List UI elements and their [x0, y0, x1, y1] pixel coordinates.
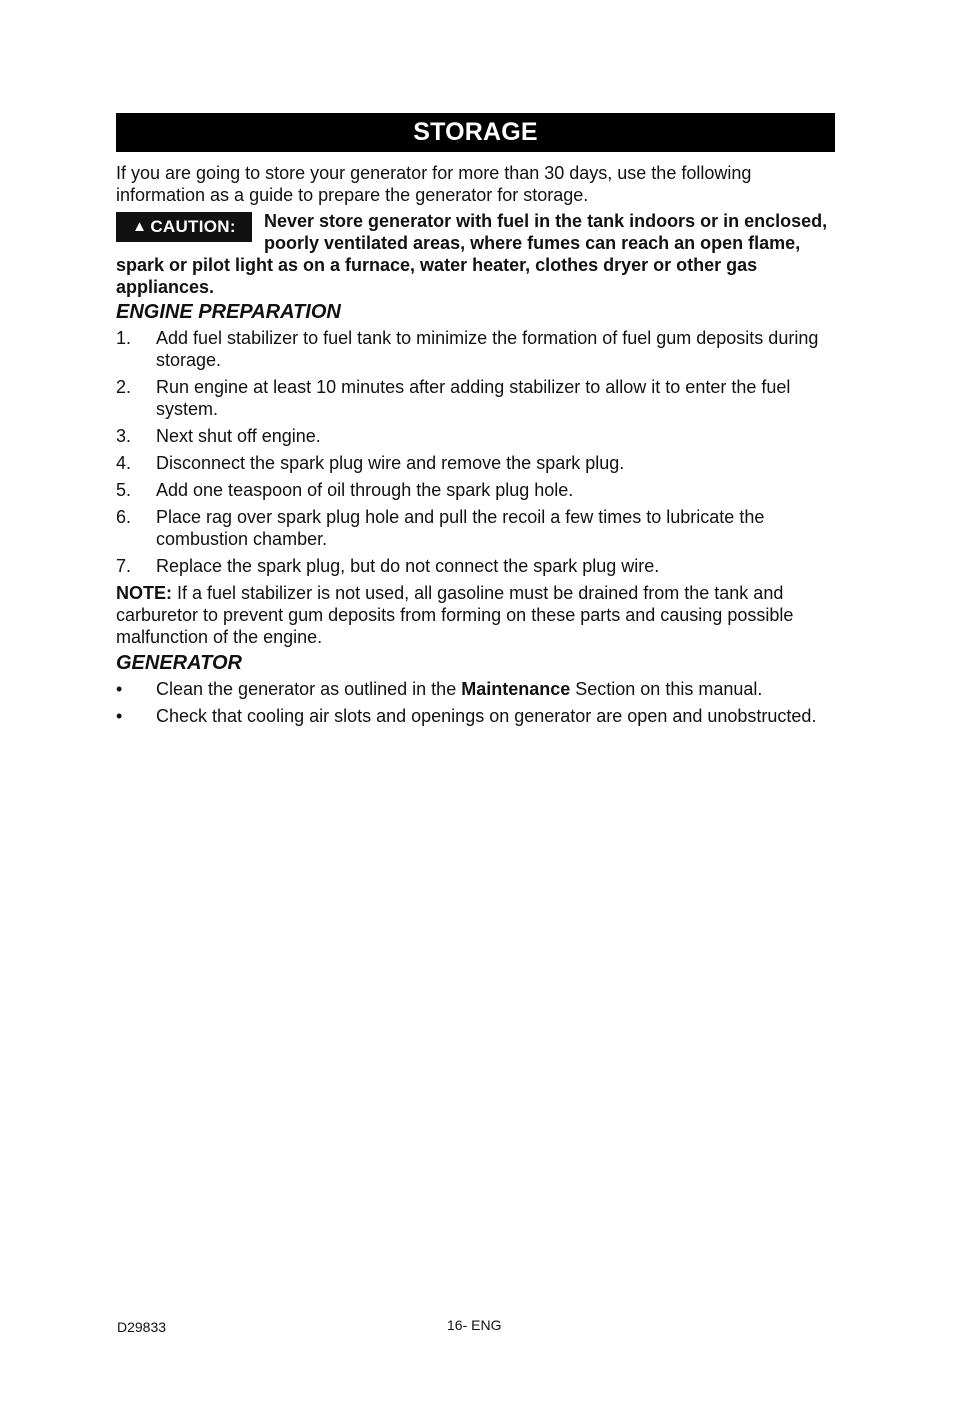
step-number: 1.: [116, 328, 132, 348]
list-item: [116, 327, 835, 371]
engine-preparation-list: [116, 327, 835, 577]
caution-label: CAUTION:: [150, 217, 236, 236]
step-number: 3.: [116, 426, 132, 446]
bullet-text: Check that cooling air slots and openings on generator are open and unobstructed.: [156, 706, 817, 726]
step-text: Place rag over spark plug hole and pull the recoil a few times to lubricate the combustion chamber.: [156, 507, 765, 549]
section-title-banner: [116, 113, 835, 152]
generator-list: [116, 678, 835, 727]
step-text: Run engine at least 10 minutes after adding stabilizer to allow it to enter the fuel system.: [156, 377, 791, 419]
caution-badge: [116, 212, 252, 242]
step-text: Add one teaspoon of oil through the spark plug hole.: [156, 480, 574, 500]
list-item: [116, 376, 835, 420]
engine-preparation-heading: ENGINE PREPARATION: [116, 301, 341, 323]
bullet-text: Clean the generator as outlined in the: [156, 679, 462, 699]
list-item: [116, 678, 835, 700]
caution-block: [116, 210, 835, 298]
step-text: Next shut off engine.: [156, 426, 321, 446]
step-text: Replace the spark plug, but do not connect the spark plug wire.: [156, 556, 660, 576]
step-number: 5.: [116, 480, 132, 500]
bullet-text: Section on this manual.: [570, 679, 763, 699]
step-text: Disconnect the spark plug wire and remove the spark plug.: [156, 453, 625, 473]
generator-heading: GENERATOR: [116, 652, 242, 674]
bullet: •: [116, 706, 123, 726]
document-number: D29833: [117, 1319, 167, 1335]
step-text: Add fuel stabilizer to fuel tank to minimize the formation of fuel gum deposits during storage.: [156, 328, 819, 370]
warning-triangle-icon: ▲: [132, 218, 148, 235]
step-number: 2.: [116, 377, 132, 397]
page-content: [116, 113, 835, 732]
note-label: NOTE:: [116, 583, 172, 603]
list-item: [116, 506, 835, 550]
note-text: If a fuel stabilizer is not used, all gasoline must be drained from the tank and carburetor to prevent gum deposits from forming on these parts and causing possible malfunction of the engine.: [116, 583, 794, 647]
page-number: 16- ENG: [447, 1317, 502, 1333]
list-item: [116, 705, 835, 727]
caution-text: Never store generator with fuel in the tank indoors or in enclosed, poorly ventilated areas, where fumes can reach an open flame, spark or pilot light as on a furnace, water heater, clothes dryer or other gas appliances.: [116, 211, 828, 297]
step-number: 4.: [116, 453, 132, 473]
list-item: [116, 425, 835, 447]
list-item: [116, 479, 835, 501]
bullet: •: [116, 679, 123, 699]
note-paragraph: [116, 582, 835, 648]
intro-paragraph: If you are going to store your generator for more than 30 days, use the following information as a guide to prepare the generator for storage.: [116, 163, 752, 205]
step-number: 6.: [116, 507, 132, 527]
maintenance-reference: Maintenance: [461, 679, 571, 699]
step-number: 7.: [116, 556, 132, 576]
page-title: STORAGE: [413, 118, 538, 146]
list-item: [116, 452, 835, 474]
list-item: [116, 555, 835, 577]
